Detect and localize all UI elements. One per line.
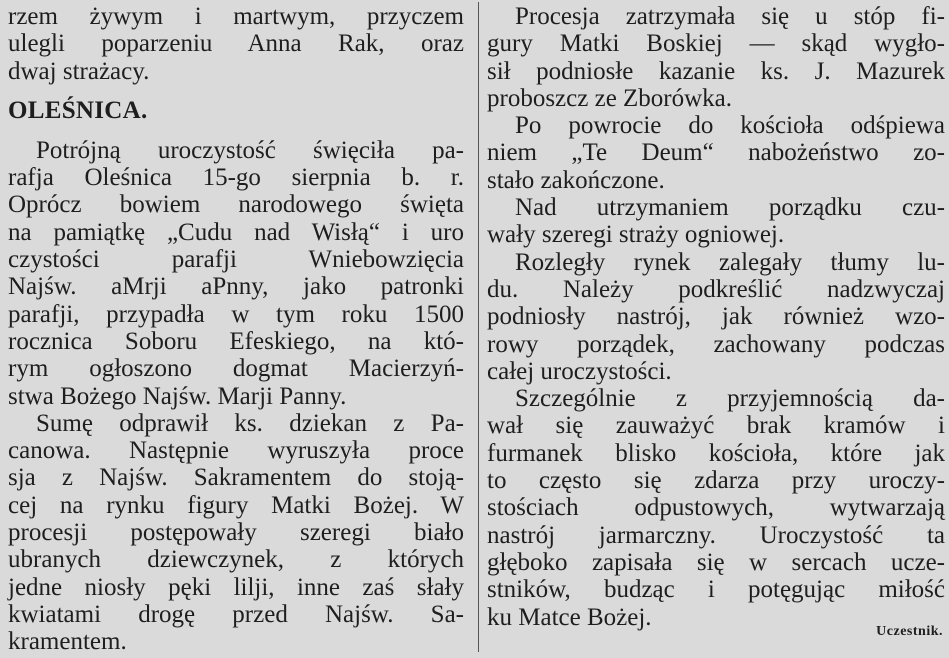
text-line: stało zakończone. (487, 166, 665, 194)
text-line: rowy porządek, zachowany podczas (487, 330, 945, 358)
text-line: rzem żywym i martwym, przyczem (8, 3, 464, 30)
text-line: stwa Bożego Najśw. Marji Panny. (8, 382, 347, 410)
text-line: rafja Oleśnica 15-go sierpnia b. r. (8, 164, 464, 192)
text-line: gury Matki Boskiej — skąd wygło- (487, 30, 945, 58)
text-line: niem „Te Deum“ nabożeństwo zo- (487, 139, 945, 167)
text-line: kwiatami drogę przed Najśw. Sa- (8, 600, 464, 628)
text-line: proboszcz ze Zborówka. (487, 84, 733, 112)
text-line: nastrój jarmarczny. Uroczystość ta (487, 521, 945, 549)
text-line: rym ogłoszono dogmat Macierzyń- (8, 355, 464, 383)
text-line: ku Matce Bożej. (487, 603, 652, 631)
text-line: procesji postępowały szeregi biało (8, 519, 464, 547)
text-line: rocznica Soboru Efeskiego, na któ- (8, 327, 464, 355)
text-line: całej uroczystości. (487, 357, 672, 385)
text-line: canowa. Następnie wyruszyła proce (8, 437, 464, 465)
text-line: cej na rynku figury Matki Bożej. W (8, 491, 464, 519)
text-line: na pamiątkę „Cudu nad Wisłą“ i uro (8, 218, 464, 246)
author-signature: Uczestnik. (876, 624, 943, 639)
section-heading-olesnica: OLEŚNICA. (8, 96, 148, 124)
left-column (8, 3, 464, 656)
text-line: Rozległy rynek zalegały tłumy lu- (515, 248, 945, 276)
text-line: Po powrocie do kościoła odśpiewa (515, 112, 945, 140)
right-column (487, 3, 945, 631)
text-line: Potrójną uroczystość święciła pa- (36, 136, 464, 164)
text-line: Sumę odprawił ks. dziekan z Pa- (36, 409, 464, 437)
text-line: podniosły nastrój, jak również wzo- (487, 303, 945, 331)
text-line: parafji, przypadła w tym roku 1500 (8, 300, 464, 328)
column-divider (478, 2, 479, 652)
article-olesnica-body-left (8, 137, 464, 656)
text-line: dwaj strażacy. (8, 57, 150, 85)
text-line: wały szeregi straży ogniowej. (487, 221, 785, 249)
text-line: du. Należy podkreślić nadzwyczaj (487, 275, 945, 303)
text-line: sił podniosłe kazanie ks. J. Mazurek (487, 57, 945, 85)
text-line: stościach odpustowych, wytwarzają (487, 494, 945, 522)
text-line: kramentem. (8, 628, 127, 656)
text-line: ubranych dziewczynek, z których (8, 546, 464, 574)
text-line: Najśw. aMrji aPnny, jako patronki (8, 273, 464, 301)
text-line: Procesja zatrzymała się u stóp fi- (515, 3, 945, 30)
text-line: ulegli poparzeniu Anna Rak, oraz (8, 30, 464, 58)
text-line: wał się zauważyć brak kramów i (487, 412, 945, 440)
article-olesnica-body-right (487, 3, 945, 631)
article-fragment-top (8, 3, 464, 85)
text-line: Szczególnie z przyjemnością da- (515, 385, 945, 413)
text-line: czystości parafji Wniebowzięcia (8, 246, 464, 274)
text-line: sja z Najśw. Sakramentem do stoją- (8, 464, 464, 492)
text-line: to często się zdarza przy uroczy- (487, 467, 945, 495)
text-line: Nad utrzymaniem porządku czu- (515, 194, 945, 222)
text-line: furmanek blisko kościoła, które jak (487, 439, 945, 467)
text-line: głęboko zapisała się w sercach ucze- (487, 548, 945, 576)
text-line: stników, budząc i potęgując miłość (487, 576, 945, 604)
text-line: Oprócz bowiem narodowego święta (8, 191, 464, 219)
text-line: jedne niosły pęki lilji, inne zaś słały (8, 573, 464, 601)
